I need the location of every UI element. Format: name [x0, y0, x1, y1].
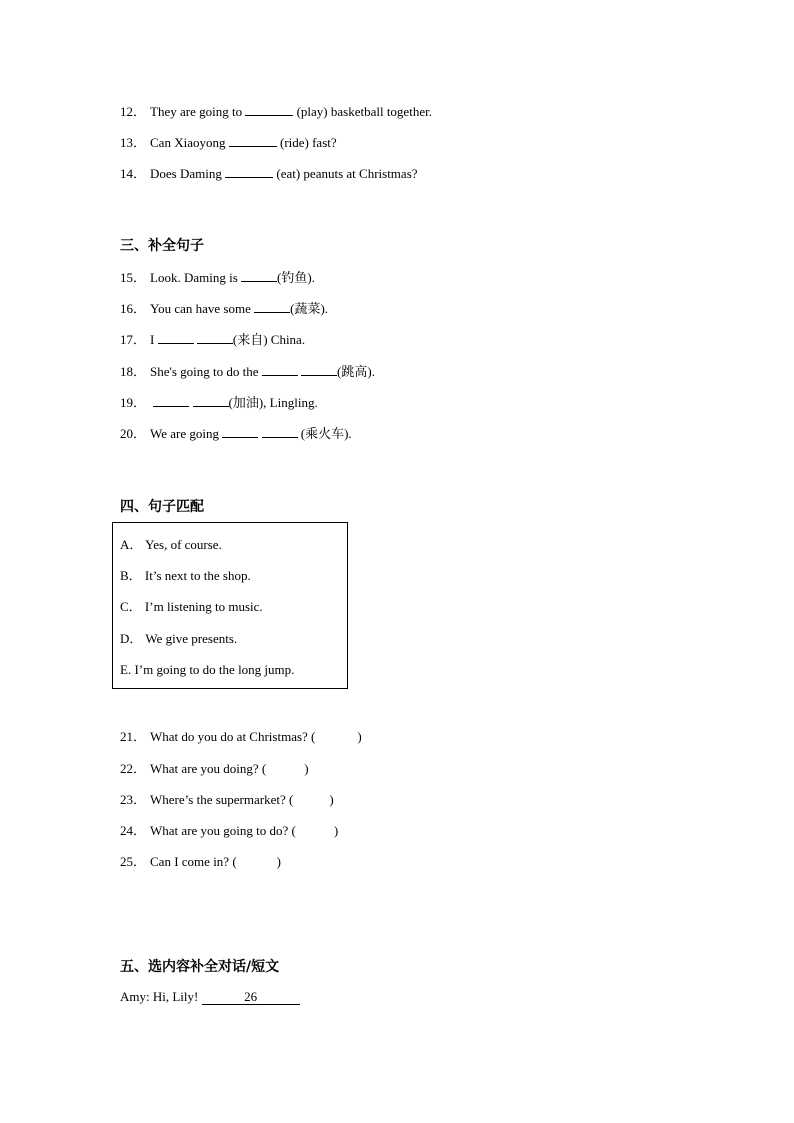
answer-blank-20b[interactable] — [262, 425, 298, 438]
section-heading-5: 五、选内容补全对话/短文 — [120, 959, 280, 975]
option-c: C． I’m listening to music. — [120, 599, 263, 614]
question-14: 14． Does Daming (eat) peanuts at Christmas? — [120, 166, 418, 181]
option-a: A． Yes, of course. — [120, 537, 222, 552]
question-23: 23． Where’s the supermarket? ( ) — [120, 792, 334, 807]
question-17: 17． I (来自) China. — [120, 332, 306, 347]
answer-blank-13[interactable] — [229, 134, 277, 147]
answer-blank-16[interactable] — [254, 300, 290, 313]
option-b: B． It’s next to the shop. — [120, 568, 251, 583]
answer-blank-17a[interactable] — [158, 331, 194, 344]
section-heading-4: 四、句子匹配 — [120, 499, 204, 515]
answer-blank-26[interactable]: 26 — [202, 990, 300, 1005]
options-box — [112, 522, 348, 689]
answer-blank-17b[interactable] — [197, 331, 233, 344]
question-12: 12． They are going to (play) basketball together. — [120, 104, 432, 119]
answer-blank-18b[interactable] — [301, 363, 337, 376]
answer-blank-18a[interactable] — [262, 363, 298, 376]
answer-blank-14[interactable] — [225, 165, 273, 178]
section-heading-3: 三、补全句子 — [120, 238, 204, 254]
question-13: 13． Can Xiaoyong (ride) fast? — [120, 135, 337, 150]
option-d: D． We give presents. — [120, 631, 238, 646]
question-24: 24． What are you going to do? ( ) — [120, 823, 339, 838]
answer-blank-15[interactable] — [241, 269, 277, 282]
question-16: 16． You can have some (蔬菜). — [120, 301, 329, 316]
dialogue-line-1: Amy: Hi, Lily! 26 — [120, 988, 300, 1006]
answer-blank-20a[interactable] — [222, 425, 258, 438]
question-20: 20． We are going (乘火车). — [120, 426, 352, 441]
question-18: 18． She's going to do the (跳高). — [120, 364, 375, 379]
question-19: 19． (加油), Lingling. — [120, 395, 318, 410]
question-15: 15． Look. Daming is (钓鱼). — [120, 270, 315, 285]
question-22: 22． What are you doing? ( ) — [120, 761, 309, 776]
answer-blank-19b[interactable] — [193, 394, 229, 407]
answer-blank-12[interactable] — [245, 103, 293, 116]
question-25: 25． Can I come in? ( ) — [120, 854, 281, 869]
answer-blank-19a[interactable] — [153, 394, 189, 407]
question-21: 21． What do you do at Christmas? ( ) — [120, 729, 362, 744]
option-e: E. I’m going to do the long jump. — [120, 662, 295, 677]
